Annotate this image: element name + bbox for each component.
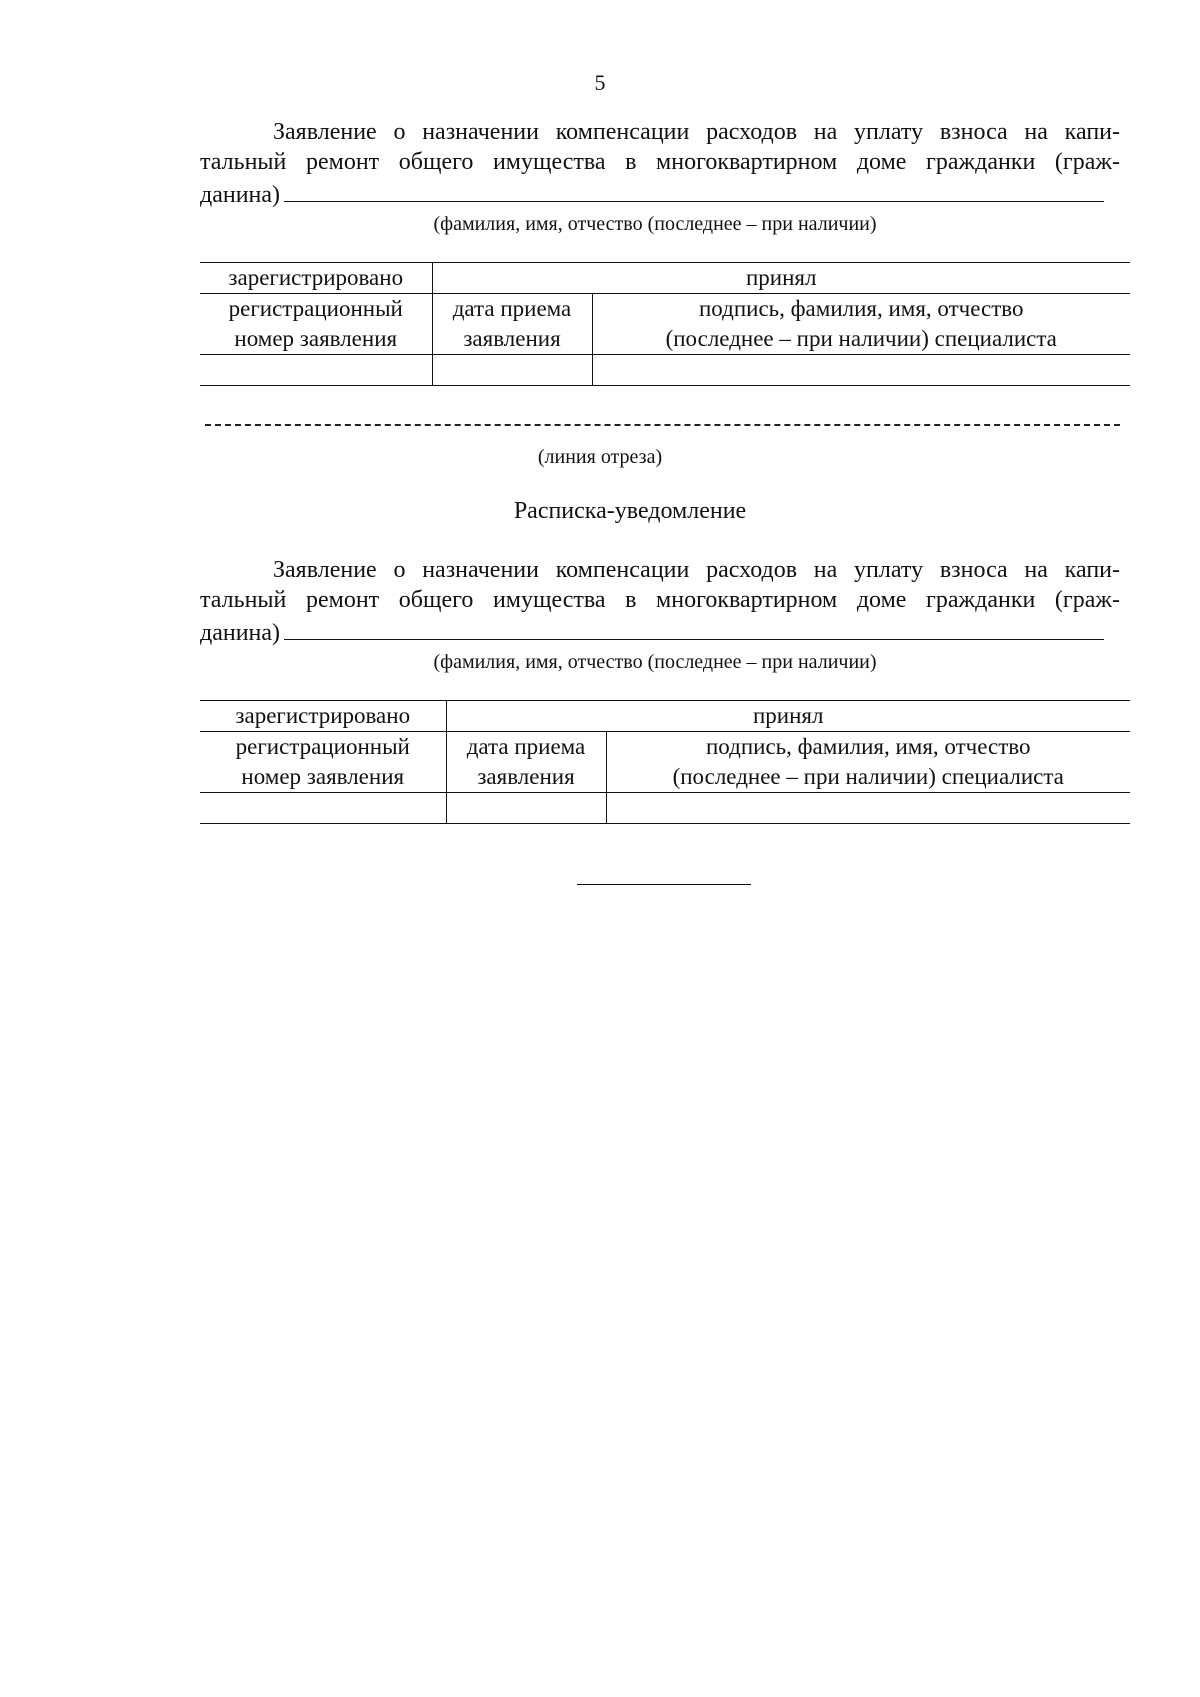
- signature-header-line-2: (последнее – при наличии) специалиста: [665, 326, 1057, 351]
- receipt-statement-line-1: Заявление о назначении компенсации расходов на уплату взноса на капи-: [273, 557, 1120, 583]
- receipt-statement-line-3: [200, 615, 1120, 648]
- name-hint: (фамилия, имя, отчество (последнее – при наличии): [433, 213, 877, 235]
- receipt-date-header-line-2: заявления: [477, 764, 575, 789]
- reg-number-header-line-1: регистрационный: [228, 296, 403, 321]
- applicant-name-field[interactable]: [284, 177, 1104, 202]
- receipt-reg-number-cell[interactable]: [200, 793, 446, 824]
- receipt-date-header: [446, 732, 606, 793]
- page-number: 5: [594, 70, 606, 95]
- reg-number-header: [200, 294, 432, 355]
- receipt-applicant-name-field[interactable]: [284, 615, 1104, 640]
- receipt-signature-header-line-1: подпись, фамилия, имя, отчество: [705, 734, 1031, 759]
- receipt-reg-number-header-line-1: регистрационный: [235, 734, 410, 759]
- receipt-date-header-line-1: дата приема: [466, 734, 586, 759]
- date-header: [432, 294, 592, 355]
- receipt-statement-paragraph: [200, 555, 1120, 648]
- statement-line-3: [200, 177, 1120, 210]
- signature-header-line-1: подпись, фамилия, имя, отчество: [698, 296, 1024, 321]
- cut-line: [205, 424, 1120, 426]
- statement-line-3-prefix: данина): [200, 182, 281, 208]
- receipt-accepted-header: принял: [446, 701, 1130, 732]
- receipt-statement-line-2: тальный ремонт общего имущества в многоквартирном доме гражданки (граж-: [200, 587, 1120, 613]
- end-rule: [577, 884, 751, 885]
- receipt-registration-table: [200, 700, 1130, 824]
- receipt-signature-header: [606, 732, 1130, 793]
- statement-line-1: Заявление о назначении компенсации расходов на уплату взноса на капи-: [273, 119, 1120, 145]
- accepted-header: принял: [432, 263, 1130, 294]
- receipt-title: Расписка-уведомление: [513, 498, 747, 524]
- receipt-reg-number-header-line-2: номер заявления: [241, 764, 405, 789]
- registered-header: зарегистрировано: [200, 263, 432, 294]
- signature-header: [592, 294, 1130, 355]
- date-cell[interactable]: [432, 355, 592, 386]
- cut-label: (линия отреза): [537, 446, 663, 468]
- date-header-line-1: дата приема: [452, 296, 572, 321]
- registration-table: [200, 262, 1130, 386]
- statement-line-2: тальный ремонт общего имущества в многоквартирном доме гражданки (граж-: [200, 149, 1120, 175]
- receipt-statement-line-3-prefix: данина): [200, 620, 281, 646]
- date-header-line-2: заявления: [463, 326, 561, 351]
- reg-number-header-line-2: номер заявления: [234, 326, 398, 351]
- receipt-signature-cell[interactable]: [606, 793, 1130, 824]
- signature-cell[interactable]: [592, 355, 1130, 386]
- reg-number-cell[interactable]: [200, 355, 432, 386]
- receipt-reg-number-header: [200, 732, 446, 793]
- receipt-registered-header: зарегистрировано: [200, 701, 446, 732]
- receipt-name-hint: (фамилия, имя, отчество (последнее – при наличии): [433, 651, 877, 673]
- receipt-date-cell[interactable]: [446, 793, 606, 824]
- receipt-signature-header-line-2: (последнее – при наличии) специалиста: [672, 764, 1064, 789]
- statement-paragraph: [200, 117, 1120, 210]
